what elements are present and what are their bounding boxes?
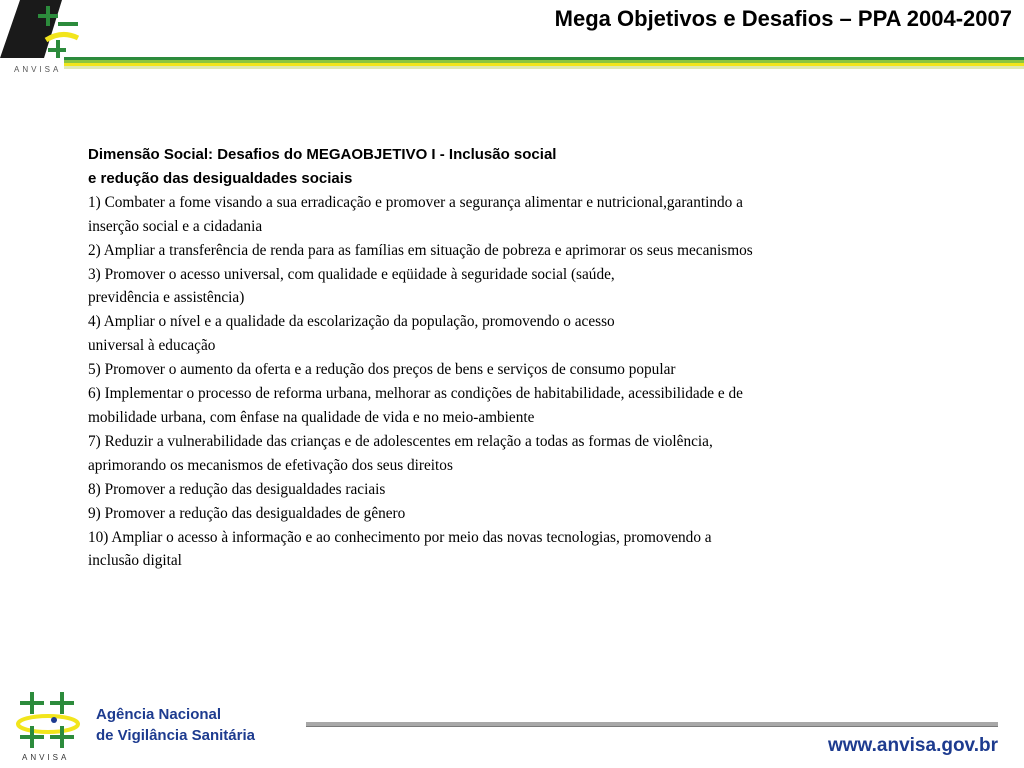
list-item: 9) Promover a redução das desigualdades de gênero — [88, 504, 406, 522]
list-item: mobilidade urbana, com ênfase na qualidade de vida e no meio-ambiente — [88, 408, 535, 426]
footer-logo-text: ANVISA — [22, 753, 70, 762]
website-url: www.anvisa.gov.br — [828, 735, 998, 756]
agency-name-line: de Vigilância Sanitária — [96, 727, 255, 744]
heading-line: Dimensão Social: Desafios do MEGAOBJETIVO I - Inclusão social — [88, 146, 557, 163]
challenge-list — [88, 191, 968, 574]
anvisa-footer-logo-icon — [14, 690, 86, 762]
heading-line: e redução das desigualdades sociais — [88, 169, 353, 187]
list-item: 8) Promover a redução das desigualdades raciais — [88, 480, 386, 498]
list-item: universal à educação — [88, 337, 216, 355]
list-item: previdência e assistência) — [88, 289, 245, 307]
list-item: inclusão digital — [88, 552, 182, 570]
list-item: 5) Promover o aumento da oferta e a redução dos preços de bens e serviços de consumo popular — [88, 361, 676, 379]
page-title: Mega Objetivos e Desafios – PPA 2004-2007 — [554, 6, 1012, 31]
main-content — [88, 143, 968, 573]
list-item: 6) Implementar o processo de reforma urbana, melhorar as condições de habitabilidade, acessibilidade e de — [88, 385, 743, 403]
agency-name-line: Agência Nacional — [96, 706, 222, 723]
list-item: 10) Ampliar o acesso à informação e ao conhecimento por meio das novas tecnologias, promovendo a — [88, 528, 712, 546]
list-item: aprimorando os mecanismos de efetivação dos seus direitos — [88, 456, 453, 474]
list-item: 1) Combater a fome visando a sua erradicação e promover a segurança alimentar e nutricional,garantindo a — [88, 193, 743, 211]
header-stripe — [64, 57, 1024, 69]
agency-name — [96, 704, 255, 746]
header-logo-text: ANVISA — [14, 65, 62, 74]
list-item: 3) Promover o acesso universal, com qualidade e eqüidade à seguridade social (saúde, — [88, 265, 615, 283]
list-item: 7) Reduzir a vulnerabilidade das crianças e de adolescentes em relação a todas as formas de violência, — [88, 432, 713, 450]
footer-divider — [306, 722, 998, 727]
section-heading — [88, 143, 968, 191]
list-item: 2) Ampliar a transferência de renda para as famílias em situação de pobreza e aprimorar os seus mecanismos — [88, 241, 753, 259]
list-item: inserção social e a cidadania — [88, 217, 263, 235]
list-item: 4) Ampliar o nível e a qualidade da escolarização da população, promovendo o acesso — [88, 313, 615, 331]
